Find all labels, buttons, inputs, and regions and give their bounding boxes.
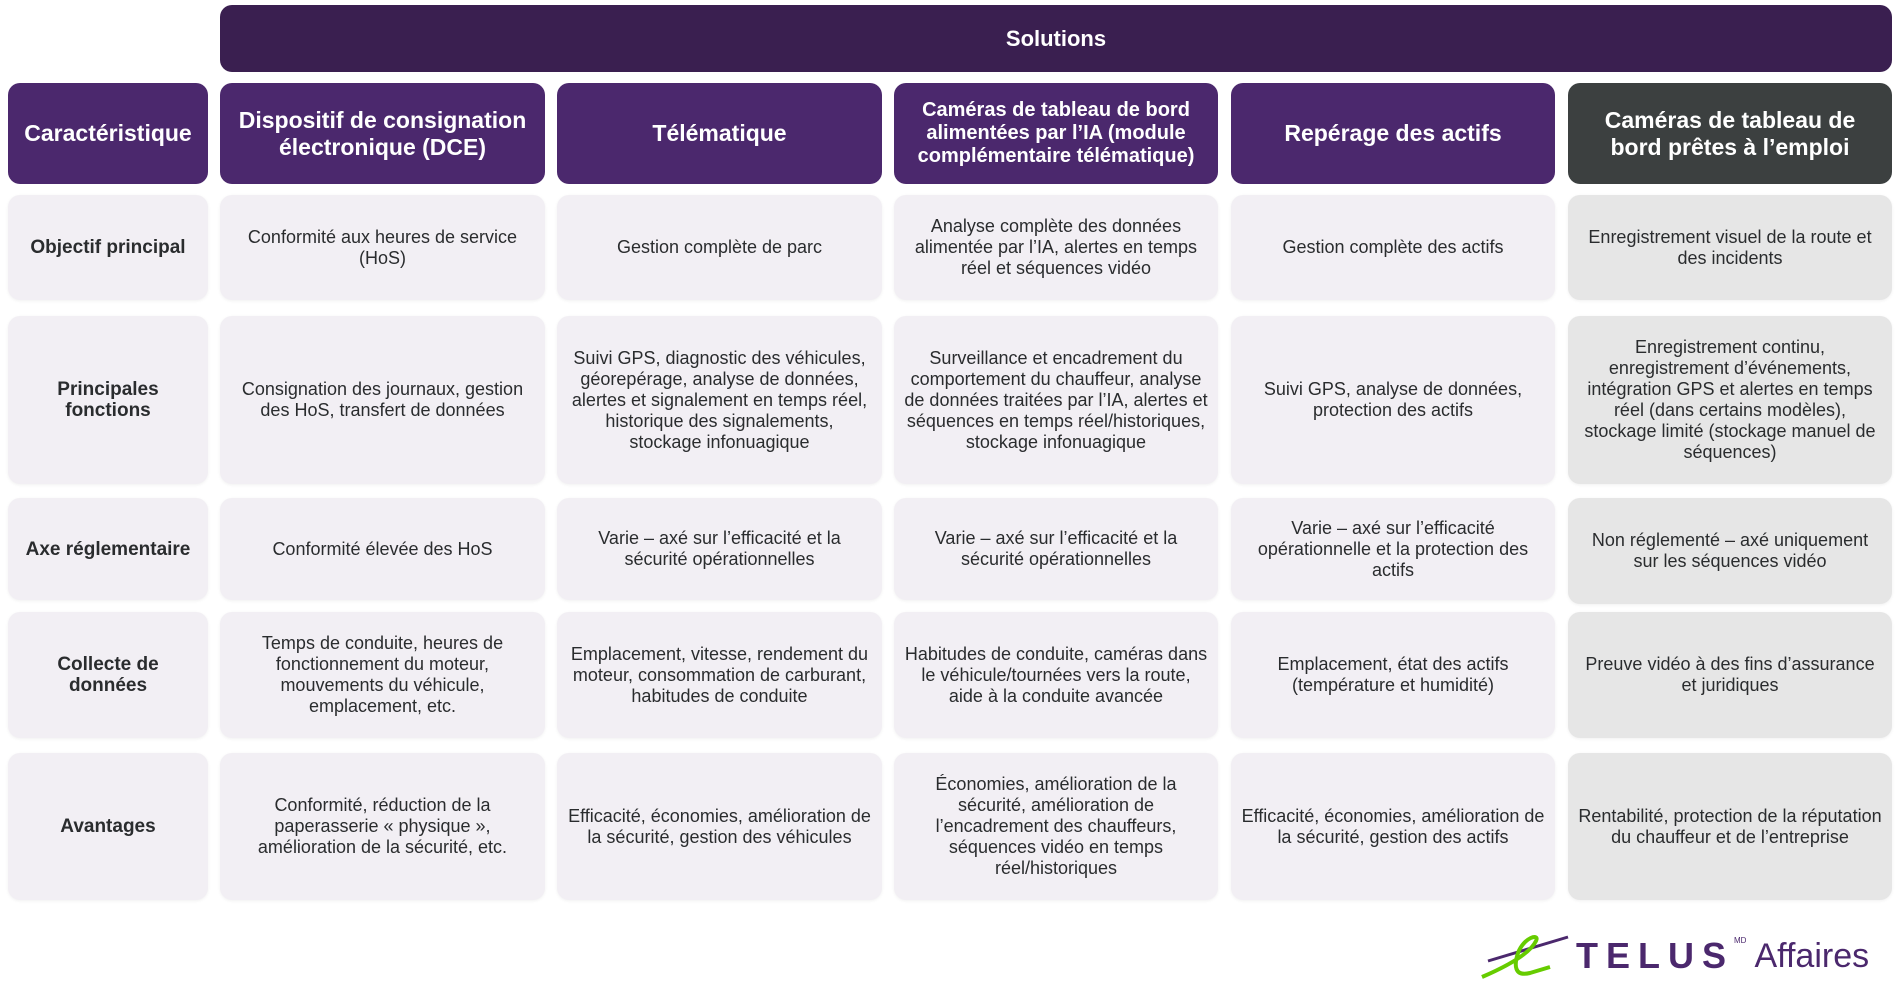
column-header: Caméras de tableau de bord alimentées par l’IA (module complémentaire télématique) bbox=[894, 83, 1218, 184]
table-cell: Varie – axé sur l’efficacité et la sécurité opérationnelles bbox=[557, 498, 882, 600]
column-header: Dispositif de consignation électronique (DCE) bbox=[220, 83, 545, 184]
table-cell: Habitudes de conduite, caméras dans le véhicule/tournées vers la route, aide à la conduite avancée bbox=[894, 612, 1218, 738]
table-cell: Suivi GPS, diagnostic des véhicules, géorepérage, analyse de données, alertes et signalement en temps réel, historique des signalements, stockage infonuagique bbox=[557, 316, 882, 484]
row-label: Axe réglementaire bbox=[8, 498, 208, 600]
logo-brand: TELUS bbox=[1576, 935, 1735, 976]
table-cell: Non réglementé – axé uniquement sur les séquences vidéo bbox=[1568, 498, 1892, 604]
table-cell: Consignation des journaux, gestion des HoS, transfert de données bbox=[220, 316, 545, 484]
logo-mark: MD bbox=[1734, 936, 1747, 945]
column-header: Télématique bbox=[557, 83, 882, 184]
row-label: Avantages bbox=[8, 753, 208, 900]
table-cell: Économies, amélioration de la sécurité, amélioration de l’encadrement des chauffeurs, séquences vidéo en temps réel/historiques bbox=[894, 753, 1218, 900]
column-header: Repérage des actifs bbox=[1231, 83, 1555, 184]
solutions-banner: Solutions bbox=[220, 5, 1892, 72]
telus-affaires-logo bbox=[1480, 930, 1869, 982]
logo-suffix: Affaires bbox=[1754, 936, 1870, 975]
table-cell: Efficacité, économies, amélioration de la sécurité, gestion des actifs bbox=[1231, 753, 1555, 900]
row-label: Principales fonctions bbox=[8, 316, 208, 484]
table-cell: Enregistrement visuel de la route et des incidents bbox=[1568, 195, 1892, 300]
table-cell: Suivi GPS, analyse de données, protection des actifs bbox=[1231, 316, 1555, 484]
table-cell: Efficacité, économies, amélioration de la sécurité, gestion des véhicules bbox=[557, 753, 882, 900]
table-cell: Emplacement, état des actifs (température et humidité) bbox=[1231, 612, 1555, 738]
column-header: Caractéristique bbox=[8, 83, 208, 184]
table-cell: Varie – axé sur l’efficacité et la sécurité opérationnelles bbox=[894, 498, 1218, 600]
table-cell: Enregistrement continu, enregistrement d’événements, intégration GPS et alertes en temps réel (dans certains modèles), stockage limité (stockage manuel de séquences) bbox=[1568, 316, 1892, 484]
telus-swoosh-icon bbox=[1480, 931, 1570, 981]
table-cell: Gestion complète des actifs bbox=[1231, 195, 1555, 300]
row-label: Collecte de données bbox=[8, 612, 208, 738]
table-cell: Varie – axé sur l’efficacité opérationnelle et la protection des actifs bbox=[1231, 498, 1555, 600]
row-label: Objectif principal bbox=[8, 195, 208, 300]
table-cell: Rentabilité, protection de la réputation du chauffeur et de l’entreprise bbox=[1568, 753, 1892, 900]
table-cell: Temps de conduite, heures de fonctionnement du moteur, mouvements du véhicule, emplacement, etc. bbox=[220, 612, 545, 738]
table-cell: Conformité, réduction de la paperasserie « physique », amélioration de la sécurité, etc. bbox=[220, 753, 545, 900]
table-cell: Conformité aux heures de service (HoS) bbox=[220, 195, 545, 300]
table-cell: Gestion complète de parc bbox=[557, 195, 882, 300]
table-cell: Conformité élevée des HoS bbox=[220, 498, 545, 600]
table-cell: Preuve vidéo à des fins d’assurance et juridiques bbox=[1568, 612, 1892, 738]
table-cell: Emplacement, vitesse, rendement du moteur, consommation de carburant, habitudes de conduite bbox=[557, 612, 882, 738]
table-cell: Surveillance et encadrement du comportement du chauffeur, analyse de données traitées par l’IA, alertes et séquences en temps réel/historiques, stockage infonuagique bbox=[894, 316, 1218, 484]
table-cell: Analyse complète des données alimentée par l’IA, alertes en temps réel et séquences vidéo bbox=[894, 195, 1218, 300]
column-header: Caméras de tableau de bord prêtes à l’emploi bbox=[1568, 83, 1892, 184]
